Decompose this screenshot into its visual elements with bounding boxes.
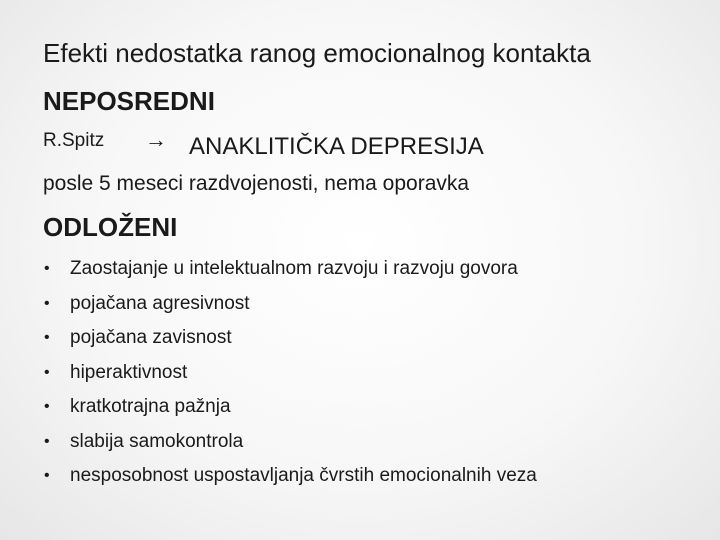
list-item-text: kratkotrajna pažnja: [70, 396, 231, 417]
list-item-text: pojačana agresivnost: [70, 292, 250, 314]
bullet-icon: •: [44, 398, 50, 415]
list-item: [43, 392, 537, 427]
slide-title: Efekti nedostatka ranog emocionalnog kontakta: [43, 38, 591, 68]
bullet-list: [43, 254, 537, 496]
arrow-icon: →: [145, 127, 167, 152]
posle-text: posle 5 meseci razdvojenosti, nema oporavka: [43, 172, 470, 195]
list-item-text: hiperaktivnost: [70, 361, 188, 383]
bullet-icon: •: [44, 294, 50, 312]
list-item-text: pojačana zavisnost: [70, 327, 232, 348]
bullet-icon: •: [44, 260, 50, 277]
list-item: [43, 323, 537, 358]
list-item-text: slabija samokontrola: [70, 430, 244, 452]
list-item-text: Zaostajanje u intelektualnom razvoju i razvoju govora: [70, 258, 518, 279]
bullet-icon: •: [44, 363, 50, 381]
list-item: [43, 358, 537, 393]
bullet-icon: •: [44, 432, 50, 450]
anaklitic-depression: ANAKLITIČKA DEPRESIJA: [189, 133, 484, 160]
bullet-icon: •: [44, 467, 50, 484]
list-item: [43, 289, 537, 324]
list-item: [43, 427, 537, 462]
heading-neposredni: NEPOSREDNI: [43, 86, 215, 116]
bullet-icon: •: [44, 329, 50, 346]
spitz-label: R.Spitz: [43, 130, 105, 151]
heading-odlozeni: ODLOŽENI: [43, 212, 178, 242]
list-item: [43, 254, 537, 289]
list-item-text: nesposobnost uspostavljanja čvrstih emocionalnih veza: [70, 465, 537, 486]
list-item: [43, 461, 537, 496]
